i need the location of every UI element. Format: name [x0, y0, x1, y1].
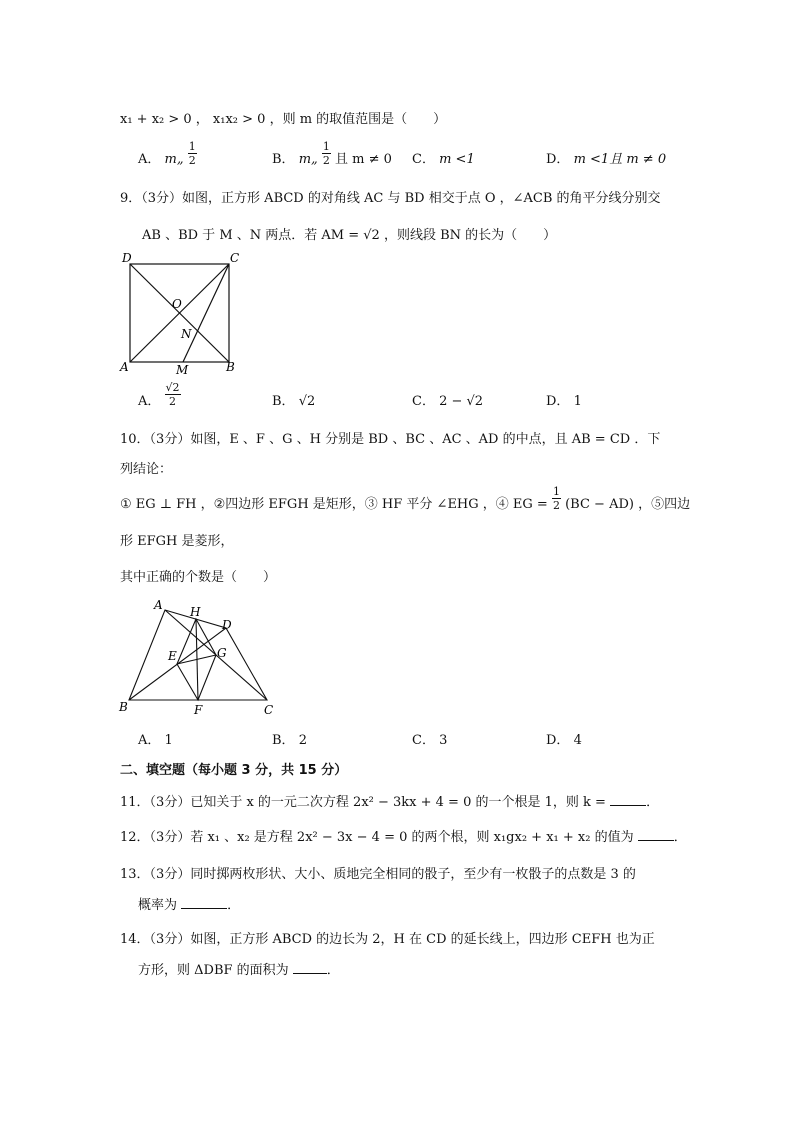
bisector-cm [183, 264, 229, 362]
q10-quadrilateral-figure [116, 596, 281, 721]
q8-option-c[interactable]: C． m <1 [412, 152, 475, 167]
q10-stem-line5: 其中正确的个数是（ ） [120, 570, 277, 585]
q11: 11．（3分）已知关于 x 的一元二次方程 2x² − 3kx + 4 = 0 的一个根是 1，则 k = ． [120, 795, 660, 810]
q8-option-d[interactable]: D． m <1且 m ≠ 0 [546, 152, 667, 167]
q13-line2: 概率为 ． [138, 898, 241, 913]
fig-label-b: B [226, 360, 235, 374]
q12: 12．（3分）若 x₁ 、x₂ 是方程 2x² − 3x − 4 = 0 的两个根，则 x₁gx₂ + x₁ + x₂ 的值为 ． [120, 830, 687, 845]
q9-stem-line2: AB 、BD 于 M 、N 两点．若 AM = √2 ，则线段 BN 的长为（ ） [142, 228, 557, 243]
answer-blank[interactable] [181, 897, 227, 909]
fig-label-f: F [194, 703, 203, 717]
answer-blank[interactable] [610, 794, 646, 806]
answer-blank[interactable] [293, 962, 327, 974]
fig-label-g: G [217, 646, 227, 660]
fig-label-c: C [264, 703, 274, 717]
fig-label-a: A [120, 360, 129, 374]
q10-stem-line1: 10．（3分）如图，E 、F 、G 、H 分别是 BD 、BC 、AC 、AD 的中点，且 AB = CD ．下 [120, 432, 661, 447]
fraction: $\frac{1}{2}$ [322, 140, 330, 167]
fig-label-m: M [176, 363, 189, 377]
q10-option-b[interactable]: B． 2 [272, 733, 307, 748]
fig-label-e: E [168, 649, 177, 663]
fig-label-c: C [230, 251, 240, 265]
q8-option-b[interactable]: B． m„ $\frac{1}{2}$ 且 m ≠ 0 [272, 140, 392, 167]
q9-option-d[interactable]: D． 1 [546, 394, 582, 409]
q8-stem: x₁ + x₂ > 0 ， x₁x₂ > 0 ，则 m 的取值范围是（ ） [120, 112, 447, 127]
answer-blank[interactable] [638, 829, 674, 841]
q13-line1: 13．（3分）同时掷两枚形状、大小、质地完全相同的骰子，至少有一枚骰子的点数是 3 的 [120, 867, 636, 882]
q8-option-a[interactable]: A． m„ $\frac{1}{2}$ [138, 140, 196, 167]
fig-label-a: A [154, 598, 163, 612]
fig-label-b: B [119, 700, 128, 714]
q10-stem-line2: 列结论： [120, 462, 173, 477]
q10-option-d[interactable]: D． 4 [546, 733, 582, 748]
q10-stem-line3: ① EG ⊥ FH ，②四边形 EFGH 是矩形，③ HF 平分 ∠EHG ，④ EG = $\frac{1}{2}$ (BC − AD) ，⑤四边 [120, 485, 691, 512]
fig-label-h: H [190, 605, 201, 619]
q9-stem-line1: 9．（3分）如图，正方形 ABCD 的对角线 AC 与 BD 相交于点 O ，∠ACB 的角平分线分别交 [120, 191, 661, 206]
fraction: $\frac{1}{2}$ [552, 485, 560, 512]
q14-line2: 方形，则 ΔDBF 的面积为 ． [138, 963, 340, 978]
fraction: $\frac{√2}{2}$ [165, 381, 180, 408]
fig-label-o: O [172, 297, 182, 311]
section-title: 二、填空题（每小题 3 分，共 15 分） [120, 763, 348, 778]
q10-option-a[interactable]: A． 1 [138, 733, 173, 748]
fig-label-d: D [122, 251, 132, 265]
q9-option-a[interactable]: A． $\frac{√2}{2}$ [138, 381, 180, 409]
fig-label-d: D [222, 618, 232, 632]
q10-stem-line4: 形 EFGH 是菱形， [120, 534, 234, 549]
q10-option-c[interactable]: C． 3 [412, 733, 448, 748]
fig-label-n: N [181, 327, 192, 341]
q9-option-c[interactable]: C． 2 − √2 [412, 394, 484, 409]
q9-option-b[interactable]: B． √2 [272, 394, 316, 409]
fraction: $\frac{1}{2}$ [188, 140, 196, 167]
q9-square-figure [118, 250, 248, 378]
q14-line1: 14．（3分）如图，正方形 ABCD 的边长为 2，H 在 CD 的延长线上，四边形 CEFH 也为正 [120, 932, 655, 947]
